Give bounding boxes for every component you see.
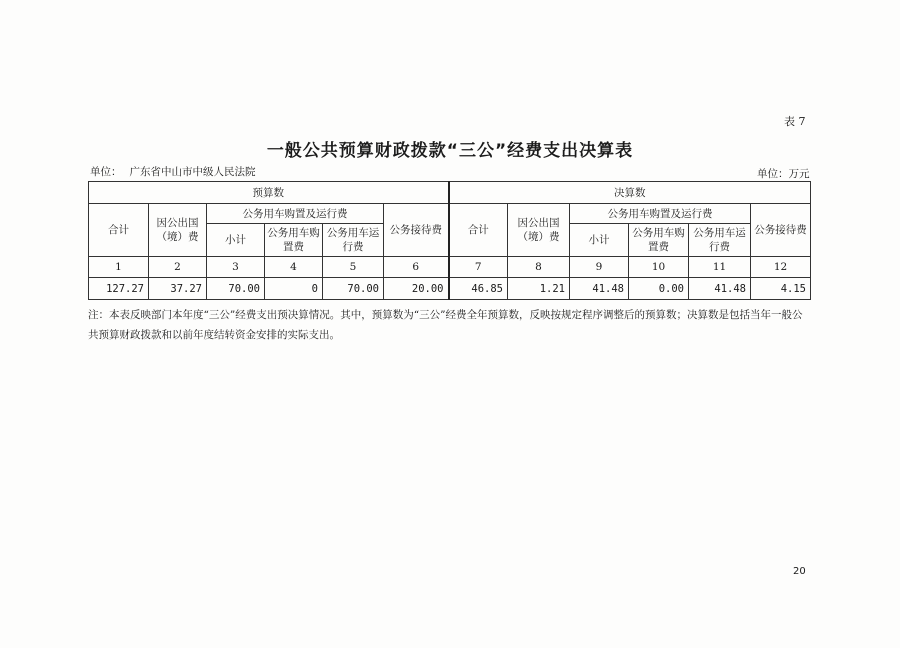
value-cell: 41.48 (570, 278, 629, 300)
budget-subtotal-header: 小计 (207, 224, 265, 257)
col-number: 2 (149, 257, 207, 278)
budget-total-header: 合计 (89, 204, 149, 257)
value-cell: 41.48 (689, 278, 751, 300)
budget-header: 预算数 (89, 182, 449, 204)
value-cell: 0.00 (629, 278, 689, 300)
final-car-run-header: 公务用车运行费 (689, 224, 751, 257)
value-cell: 37.27 (149, 278, 207, 300)
budget-car-run-header: 公务用车运行费 (323, 224, 384, 257)
final-reception-header: 公务接待费 (751, 204, 811, 257)
table-number: 表 7 (784, 115, 806, 128)
value-cell: 70.00 (323, 278, 384, 300)
col-number: 3 (207, 257, 265, 278)
final-header: 决算数 (449, 182, 811, 204)
final-car-purchase-header: 公务用车购置费 (629, 224, 689, 257)
final-subtotal-header: 小计 (570, 224, 629, 257)
final-abroad-header: 因公出国（境）费 (508, 204, 570, 257)
unit-line (90, 164, 256, 179)
col-number: 9 (570, 257, 629, 278)
value-cell: 1.21 (508, 278, 570, 300)
value-cell: 70.00 (207, 278, 265, 300)
budget-reception-header: 公务接待费 (384, 204, 449, 257)
unit-org: 广东省中山市中级人民法院 (129, 166, 256, 178)
col-number: 1 (89, 257, 149, 278)
unit-label: 单位： (90, 166, 122, 178)
table-note: 注：本表反映部门本年度“三公”经费支出预决算情况。其中，预算数为“三公”经费全年预算数，反映按规定程序调整后的预算数；决算数是包括当年一般公共预算财政拨款和以前年度结转资金安排的实际支出。 (88, 309, 803, 341)
budget-car-purchase-header: 公务用车购置费 (265, 224, 323, 257)
col-number: 7 (449, 257, 508, 278)
col-number: 4 (265, 257, 323, 278)
value-cell: 0 (265, 278, 323, 300)
value-cell: 4.15 (751, 278, 811, 300)
value-cell: 46.85 (449, 278, 508, 300)
col-number: 8 (508, 257, 570, 278)
budget-abroad-header: 因公出国（境）费 (149, 204, 207, 257)
col-number: 6 (384, 257, 449, 278)
col-number: 12 (751, 257, 811, 278)
value-cell: 127.27 (89, 278, 149, 300)
col-number: 10 (629, 257, 689, 278)
currency-unit: 单位：万元 (757, 168, 810, 180)
col-number: 5 (323, 257, 384, 278)
budget-car-group-header: 公务用车购置及运行费 (207, 204, 384, 224)
col-number: 11 (689, 257, 751, 278)
value-cell: 20.00 (384, 278, 449, 300)
final-car-group-header: 公务用车购置及运行费 (570, 204, 751, 224)
expense-table (88, 181, 811, 300)
page-title: 一般公共预算财政拨款“三公”经费支出决算表 (266, 141, 634, 161)
final-total-header: 合计 (449, 204, 508, 257)
page-number: 20 (793, 566, 806, 577)
